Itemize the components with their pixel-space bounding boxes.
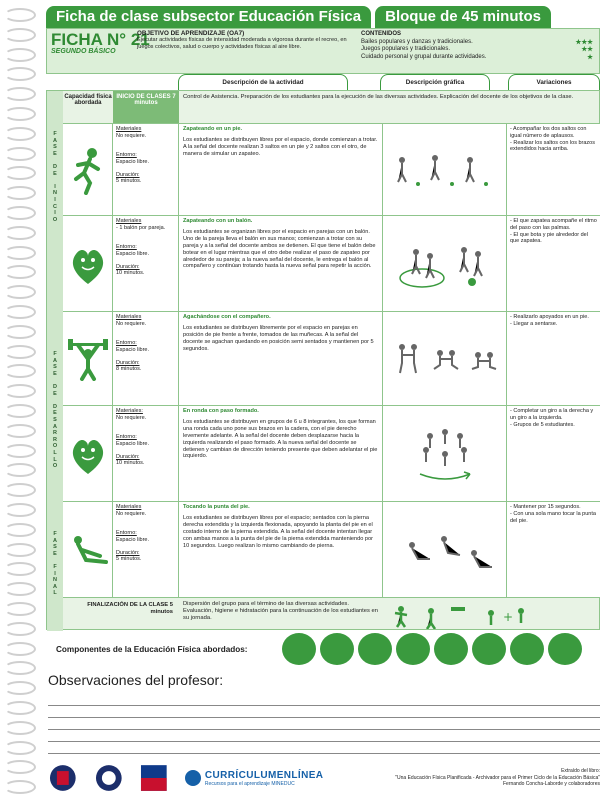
- spiral-ring: [4, 602, 36, 616]
- activity-title: Tocando la punta del pie.: [183, 504, 250, 510]
- spiral-ring: [4, 147, 36, 161]
- class-start-header: INICIO DE CLASES 7 minutos: [113, 91, 179, 123]
- activity-row: [63, 123, 600, 215]
- phase-inicio-label: F A S E D E I N I C I O: [52, 131, 58, 223]
- star-rating: ★: [587, 53, 593, 61]
- description-cell: [179, 312, 383, 405]
- content-item: Juegos populares y tradicionales. ★★: [361, 46, 593, 54]
- component-icon-2: [320, 633, 354, 665]
- star-rating: ★★: [581, 46, 593, 54]
- spiral-ring: [4, 562, 36, 576]
- phase-final-label: F A S E F I N A L: [53, 531, 57, 597]
- footer: [48, 756, 600, 800]
- content-item: Bailes populares y danzas y tradicionales. ★★★: [361, 38, 593, 46]
- description-cell: [179, 216, 383, 311]
- closing-text: Dispersión del grupo para el término de las diversas actividades. Evaluación, higiene e hidratación para la continuación de los estudiantes en su jornada.: [183, 601, 378, 621]
- spiral-ring: [4, 166, 36, 180]
- spiral-ring: [4, 265, 36, 279]
- component-icon-1: [282, 633, 316, 665]
- materials-cell: Materiales: No requiere. Entorno: Espacio libre. Duración: 10 minutos.: [113, 406, 179, 501]
- curriculum-logo: [185, 770, 323, 787]
- spiral-ring: [4, 127, 36, 141]
- spiral-ring: [4, 681, 36, 695]
- materials-cell: Materiales No requiere. Entorno: Espacio libre. Duración: 5 minutos.: [113, 124, 179, 215]
- spiral-ring: [4, 384, 36, 398]
- curriculum-subtitle: Recursos para el aprendizaje MINEDUC: [204, 780, 295, 787]
- components-label: Componentes de la Educación Física abordados:: [56, 644, 248, 654]
- spiral-ring: [4, 424, 36, 438]
- capacity-icon: [63, 312, 113, 405]
- squatting-pairs-illustration: [390, 339, 500, 379]
- contents-box: [355, 29, 599, 73]
- heart-icon: [68, 240, 108, 288]
- materials-cell: Materiales No requiere. Entorno: Espacio libre. Duración: 8 minutos.: [113, 312, 179, 405]
- writing-line[interactable]: [48, 694, 600, 706]
- description-cell: [179, 406, 383, 501]
- spiral-ring: [4, 721, 36, 735]
- component-icon-5: [434, 633, 468, 665]
- capacity-icon: [63, 502, 113, 597]
- spiral-ring: [4, 305, 36, 319]
- variations-cell: - El que zapatea acompañe el ritmo del paso con las palmas. - El que bota y pie alrededor del que zapatea.: [507, 216, 600, 311]
- materials-cell: Materiales - 1 balón por pareja. Entorno: Espacio libre. Duración: 10 minutos.: [113, 216, 179, 311]
- spiral-ring: [4, 701, 36, 715]
- spiral-ring: [4, 48, 36, 62]
- variations-cell: - Acompañar los dos saltos con igual número de aplausos. - Realizar los saltos con los brazos extendidos hacia arriba.: [507, 124, 600, 215]
- writing-line[interactable]: [48, 730, 600, 742]
- star-rating: ★★★: [575, 38, 593, 46]
- capacity-icon: [63, 216, 113, 311]
- component-icon-3: [358, 633, 392, 665]
- description-cell: [179, 124, 383, 215]
- jumping-children-illustration: [390, 150, 500, 190]
- capacity-icon: [63, 406, 113, 501]
- footer-credits: Extraído del libro: "Una Educación Física Planificada - Archivador para el Primer Ciclo de la Educación Básica" Fernando Concha-Laborde y colaboradores: [395, 768, 600, 788]
- spiral-ring: [4, 28, 36, 42]
- description-cell: [179, 502, 383, 597]
- block-title: Bloque de 45 minutos: [375, 6, 551, 28]
- observations-lines[interactable]: [48, 694, 600, 754]
- spiral-binding: [0, 0, 44, 800]
- column-header-description: Descripción de la actividad: [178, 74, 348, 90]
- spiral-ring: [4, 661, 36, 675]
- activity-title: En ronda con paso formado.: [183, 408, 259, 414]
- component-icon-6: [472, 633, 506, 665]
- closing-illustration: [383, 598, 600, 631]
- activity-row: [63, 405, 600, 501]
- spiral-ring: [4, 404, 36, 418]
- variations-cell: - Realizarlo apoyados en un pie. - Llegar a sentarse.: [507, 312, 600, 405]
- column-header-graphic: Descripción gráfica: [380, 74, 490, 90]
- activity-row: [63, 215, 600, 311]
- spiral-ring: [4, 622, 36, 636]
- activity-text: Los estudiantes se distribuyen libremente por el espacio en parejas en posición de pie frente a frente, tomados de las muñecas. A la señal del docente se agachan quedando en posición semi sentados y mantienen por 5 segundos.: [183, 324, 374, 352]
- spiral-ring: [4, 8, 36, 22]
- hygiene-hydration-illustration: [391, 601, 551, 629]
- activity-text: Los estudiantes se organizan libres por el espacio en parejas con un balón. Uno de la pareja lleva el balón en sus manos; comienzan a trotar con su pareja y a la señal del docente ambos se detienen. El que tiene el balón debe botear en el lugar mientras que el otro debe realizar el paso de zapateo por alrededor de su pareja; a la nueva señal del docente, le entrega el balón al compañero y continúan trotando hasta la nueva señal para repetir la acción.: [183, 228, 376, 270]
- spiral-ring: [4, 67, 36, 81]
- materials-cell: Materiales No requiere. Entorno: Espacio libre. Duración: 5 minutos.: [113, 502, 179, 597]
- observations-title: Observaciones del profesor:: [48, 672, 224, 688]
- ball-pairs-illustration: [390, 234, 500, 294]
- closing-label: FINALIZACIÓN DE LA CLASE 5 minutos: [87, 602, 173, 615]
- spiral-ring: [4, 285, 36, 299]
- table-intro-row: [63, 91, 600, 123]
- spiral-ring: [4, 345, 36, 359]
- activity-text: Los estudiantes se distribuyen libres por el espacio, donde comienzan a trotar. A la señal del docente realizan 3 saltos en un pie y 2 saltos con el otro, de manera de simular un zapateo.: [183, 136, 378, 157]
- stretching-icon: [66, 530, 110, 570]
- activity-illustration: [383, 216, 507, 311]
- spiral-ring: [4, 107, 36, 121]
- activity-row: [63, 311, 600, 405]
- activity-illustration: [383, 406, 507, 501]
- heart-icon: [68, 430, 108, 478]
- activity-table: [46, 90, 600, 630]
- spiral-ring: [4, 582, 36, 596]
- faculty-logo: [94, 763, 124, 793]
- header-panel: [46, 28, 600, 74]
- spiral-ring: [4, 642, 36, 656]
- writing-line[interactable]: [48, 706, 600, 718]
- spiral-ring: [4, 246, 36, 260]
- mineduc-logo: [139, 763, 169, 793]
- capacity-icon: [63, 124, 113, 215]
- spiral-ring: [4, 543, 36, 557]
- activity-illustration: [383, 312, 507, 405]
- writing-line[interactable]: [48, 718, 600, 730]
- spiral-ring: [4, 87, 36, 101]
- activity-text: Los estudiantes se distribuyen libres por el espacio; sentados con la pierna derecha extendida y la izquierda flexionada, apoyando la planta del pie en el costado interno de la pierna extendida. A la señal del docente intentan llegar con ambas manos a la punta del pie de la pierna extendida manteniendo por 10 segundos. Luego realizan lo mismo cambiando de pierna.: [183, 514, 374, 549]
- circle-dance-illustration: [390, 424, 500, 484]
- ficha-box: [47, 29, 150, 73]
- curriculum-icon: [185, 770, 201, 786]
- phase-desarrollo-label: F A S E D E D E S A R R O L L O: [52, 351, 58, 470]
- grade-level: SEGUNDO BÁSICO: [51, 48, 116, 55]
- spiral-ring: [4, 503, 36, 517]
- spiral-ring: [4, 780, 36, 794]
- spiral-ring: [4, 226, 36, 240]
- class-start-text: Control de Asistencia. Preparación de los estudiantes para la ejecución de las diversas actividades. Explicación del docente de los objetivos de la clase.: [183, 94, 574, 100]
- content-item: Cuidado personal y grupal durante actividades. ★: [361, 53, 593, 61]
- sheet-title: Ficha de clase subsector Educación Física: [46, 6, 371, 28]
- spiral-ring: [4, 760, 36, 774]
- column-header-variations: Variaciones: [508, 74, 600, 90]
- contents-title: CONTENIDOS: [361, 31, 402, 37]
- university-seal-logo: [48, 763, 78, 793]
- component-icon-7: [510, 633, 544, 665]
- component-icon-4: [396, 633, 430, 665]
- objective-box: [133, 29, 355, 73]
- activity-title: Zapateando con un balón.: [183, 218, 253, 224]
- curriculum-brand: CURRÍCULUMENLÍNEA: [204, 769, 324, 781]
- variations-cell: - Completar un giro a la derecha y un giro a la izquierda. - Grupos de 5 estudiantes.: [507, 406, 600, 501]
- spiral-ring: [4, 523, 36, 537]
- variations-cell: - Mantener por 15 segundos. - Con una sola mano tocar la punta del pie.: [507, 502, 600, 597]
- weightlifter-icon: [66, 337, 110, 381]
- spiral-ring: [4, 741, 36, 755]
- activity-text: Los estudiantes se distribuyen en grupos de 6 u 8 integrantes, los que forman una ronda cada uno pone sus brazos en la cadera, con el pie derecho levemente adelante. A la señal del docente deben desplazarse hacia la izquierda realizando el paso formado. A la nueva señal del docente se detienen y cambian de dirección teniendo presente que deben adelantar el pie izquierdo.: [183, 418, 378, 460]
- spiral-ring: [4, 325, 36, 339]
- component-icon-8: [548, 633, 582, 665]
- spiral-ring: [4, 186, 36, 200]
- ficha-number: FICHA N° 21: [51, 30, 150, 49]
- runner-icon: [68, 145, 108, 195]
- spiral-ring: [4, 206, 36, 220]
- activity-illustration: [383, 124, 507, 215]
- svg-text:+: +: [503, 609, 514, 624]
- writing-line[interactable]: [48, 742, 600, 754]
- activity-title: Zapateando en un pie.: [183, 126, 243, 132]
- closing-row: [63, 597, 600, 631]
- spiral-ring: [4, 463, 36, 477]
- objective-title: OBJETIVO DE APRENDIZAJE (OA7): [137, 30, 245, 37]
- seated-stretch-illustration: [390, 525, 500, 575]
- spiral-ring: [4, 364, 36, 378]
- phase-column: [47, 91, 63, 631]
- objective-text: Ejecutar actividades físicas de intensidad moderada a vigorosa durante el recreo, en juegos colectivos, salud o cuerpo y actividades físicas al aire libre.: [137, 37, 347, 50]
- spiral-ring: [4, 444, 36, 458]
- spiral-ring: [4, 483, 36, 497]
- activity-row: [63, 501, 600, 597]
- activity-title: Agachándose con el compañero.: [183, 314, 271, 320]
- activity-illustration: [383, 502, 507, 597]
- components-row: [56, 632, 600, 666]
- capacity-header: Capacidad física abordada: [64, 94, 112, 106]
- title-bar: [46, 6, 551, 28]
